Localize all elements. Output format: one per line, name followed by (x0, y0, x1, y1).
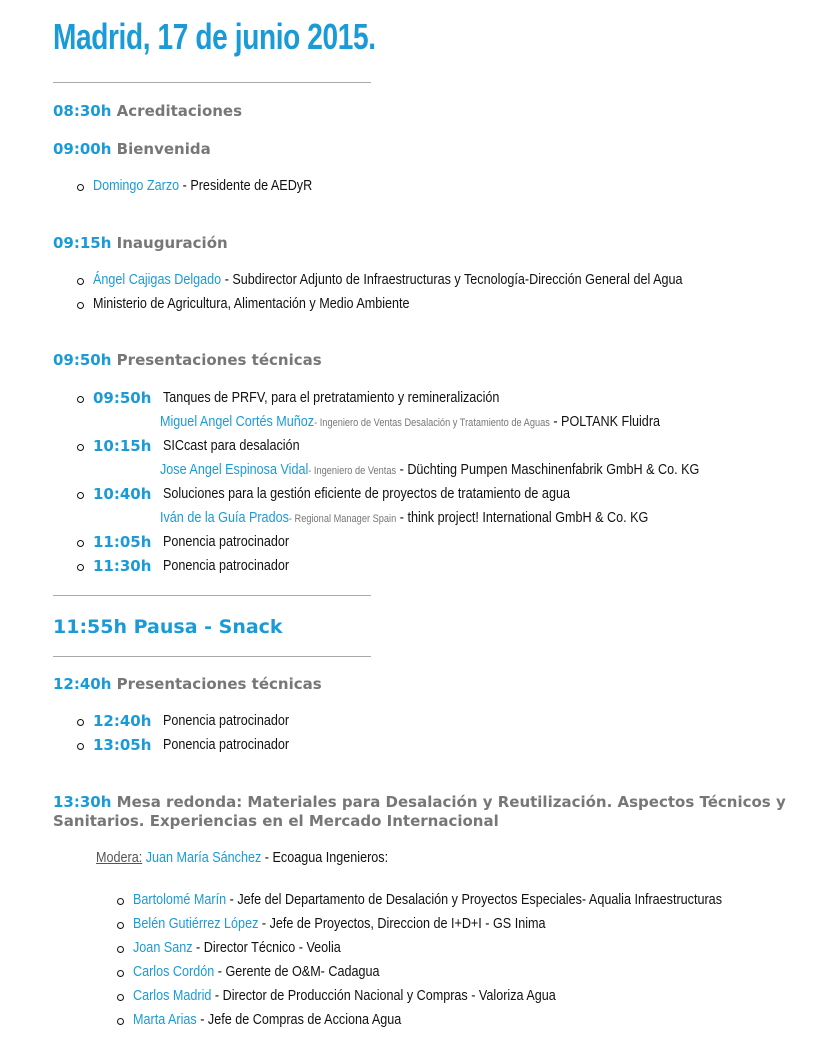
bullet-icon (77, 396, 84, 403)
talk-title: SICcast para desalación (163, 437, 300, 454)
list-item (133, 987, 556, 1004)
talk-time: 12:40h (93, 712, 152, 730)
bullet-icon (117, 922, 124, 929)
bullet-icon (77, 743, 84, 750)
session-heading (53, 102, 242, 120)
panelist-name: Bartolomé Marín (133, 891, 227, 908)
speaker-company: - POLTANK Fluidra (549, 413, 661, 430)
session-label: Inauguración (116, 234, 228, 252)
list-item (93, 177, 312, 194)
speaker-role: - Presidente de AEDyR (179, 177, 313, 194)
session-label: Bienvenida (116, 140, 211, 158)
talk-title: Ponencia patrocinador (163, 557, 290, 574)
speaker-role: - Ingeniero de Ventas (308, 465, 397, 477)
speaker-name: Ángel Cajigas Delgado (93, 271, 222, 288)
bullet-icon (77, 492, 84, 499)
talk-time: 09:50h (93, 389, 152, 407)
moderator-name: Juan María Sánchez (145, 849, 262, 866)
session-label: Presentaciones técnicas (116, 675, 322, 693)
panelist-name: Belén Gutiérrez López (133, 915, 259, 932)
talk-title: Soluciones para la gestión eficiente de proyectos de tratamiento de agua (163, 485, 570, 502)
list-item (93, 271, 683, 288)
bullet-icon (117, 970, 124, 977)
session-label: Acreditaciones (116, 102, 243, 120)
speaker-name: Domingo Zarzo (93, 177, 180, 194)
session-time: 13:30h (53, 793, 112, 811)
moderator-role: - Ecoagua Ingenieros: (261, 849, 389, 866)
session-time: 09:50h (53, 351, 112, 369)
panelist-name: Carlos Madrid (133, 987, 212, 1004)
bullet-icon (77, 184, 84, 191)
speaker-role: Ministerio de Agricultura, Alimentación y Medio Ambiente (93, 295, 410, 312)
speaker-company: - Düchting Pumpen Maschinenfabrik GmbH & Co. KG (396, 461, 700, 478)
talk-time: 10:40h (93, 485, 152, 503)
talk-time: 11:30h (93, 557, 152, 575)
bullet-icon (77, 540, 84, 547)
session-time: 09:00h (53, 140, 112, 158)
divider (53, 595, 371, 596)
list-item (133, 891, 722, 908)
list-item (133, 939, 341, 956)
panelist-name: Marta Arias (133, 1011, 197, 1028)
talk-title: Ponencia patrocinador (163, 533, 290, 550)
session-heading (53, 675, 322, 693)
divider (53, 82, 371, 83)
talk-title: Ponencia patrocinador (163, 736, 290, 753)
session-time: 08:30h (53, 102, 112, 120)
panelist-name: Joan Sanz (133, 939, 193, 956)
panelist-role: - Jefe de Proyectos, Direccion de I+D+I - GS Inima (258, 915, 546, 932)
bullet-icon (77, 444, 84, 451)
panelist-role: - Director Técnico - Veolia (192, 939, 341, 956)
talk-speaker (160, 413, 660, 430)
bullet-icon (117, 946, 124, 953)
pause-heading: 11:55h Pausa - Snack (53, 616, 283, 638)
panelist-role: - Jefe de Compras de Acciona Agua (196, 1011, 402, 1028)
panelist-name: Carlos Cordón (133, 963, 215, 980)
list-item (133, 1011, 401, 1028)
session-time: 12:40h (53, 675, 112, 693)
bullet-icon (117, 994, 124, 1001)
talk-time: 10:15h (93, 437, 152, 455)
speaker-company: - think project! International GmbH & Co. KG (396, 509, 649, 526)
page-title: Madrid, 17 de junio 2015. (53, 16, 376, 57)
panelist-role: - Gerente de O&M- Cadagua (214, 963, 380, 980)
moderator-label: Modera: (96, 849, 143, 866)
talk-title: Ponencia patrocinador (163, 712, 290, 729)
session-heading (53, 140, 211, 158)
session-heading (53, 234, 228, 252)
list-item (133, 963, 380, 980)
list-item (133, 915, 546, 932)
session-time: 09:15h (53, 234, 112, 252)
talk-time: 13:05h (93, 736, 152, 754)
speaker-name: Jose Angel Espinosa Vidal (160, 461, 309, 478)
talk-title: Tanques de PRFV, para el pretratamiento y remineralización (163, 389, 500, 406)
session-label: Mesa redonda: Materiales para Desalación y Reutilización. Aspectos Técnicos y Sanitarios. Experiencias en el Mercado Internacional (53, 793, 786, 830)
talk-speaker (160, 461, 699, 478)
speaker-name: Iván de la Guía Prados (160, 509, 289, 526)
bullet-icon (77, 564, 84, 571)
panelist-role: - Jefe del Departamento de Desalación y Proyectos Especiales- Aqualia Infraestructuras (226, 891, 722, 908)
session-label: Presentaciones técnicas (116, 351, 322, 369)
bullet-icon (117, 1018, 124, 1025)
speaker-role: - Regional Manager Spain (288, 513, 397, 525)
session-heading (53, 351, 322, 369)
bullet-icon (77, 302, 84, 309)
talk-speaker (160, 509, 648, 526)
talk-time: 11:05h (93, 533, 152, 551)
divider (53, 656, 371, 657)
moderator-line (96, 849, 388, 866)
speaker-role: - Subdirector Adjunto de Infraestructuras y Tecnología-Dirección General del Agua (221, 271, 683, 288)
bullet-icon (77, 278, 84, 285)
speaker-role: - Ingeniero de Ventas Desalación y Tratamiento de Aguas (314, 417, 550, 429)
session-heading (53, 793, 823, 831)
bullet-icon (77, 719, 84, 726)
bullet-icon (117, 898, 124, 905)
list-item (93, 295, 410, 312)
speaker-name: Miguel Angel Cortés Muñoz (160, 413, 315, 430)
panelist-role: - Director de Producción Nacional y Compras - Valoriza Agua (211, 987, 556, 1004)
